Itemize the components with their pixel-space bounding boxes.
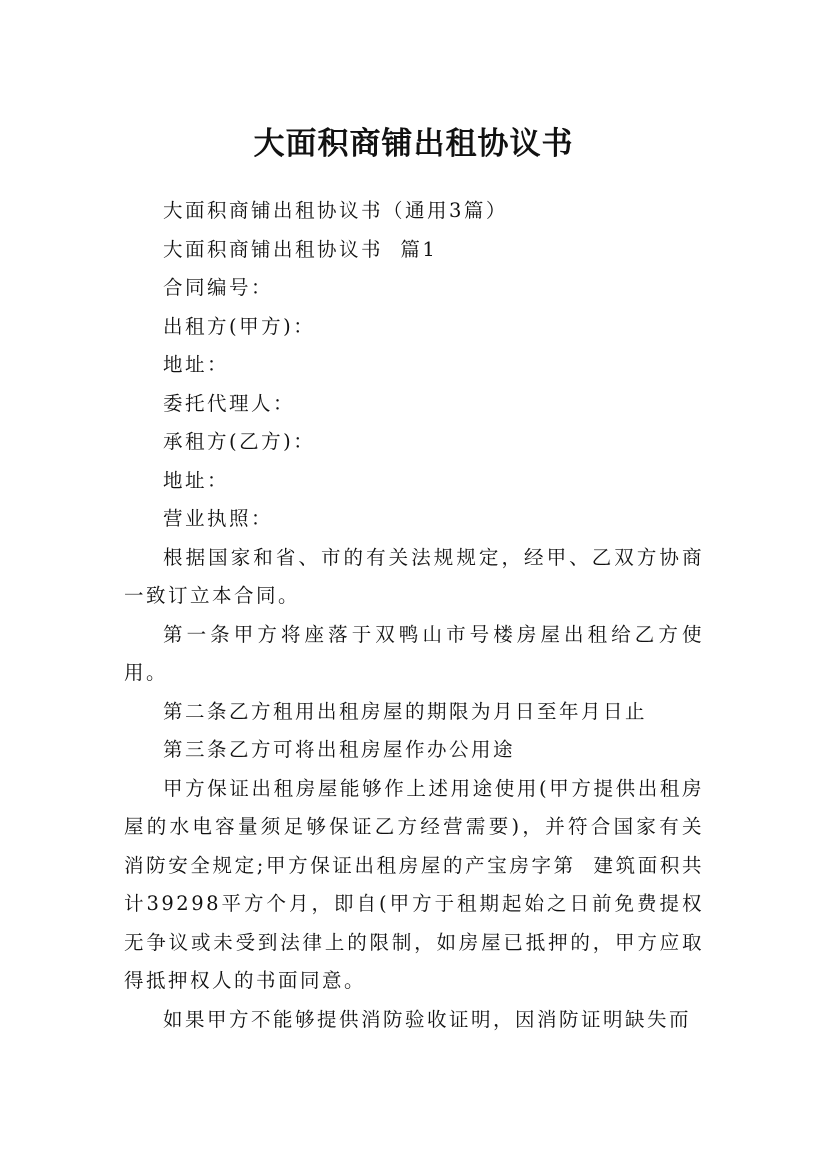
- paragraph-fire-certificate: 如果甲方不能够提供消防验收证明，因消防证明缺失而: [163, 1007, 692, 1031]
- paragraph-contract-number: 合同编号：: [163, 276, 274, 299]
- document-body: [124, 192, 704, 1039]
- paragraph-lessee: 承租方(乙方)：: [163, 430, 316, 453]
- document-title: 大面积商铺出租协议书: [253, 125, 574, 162]
- paragraph-lessor: 出租方(甲方)：: [163, 314, 316, 338]
- paragraph-article-2: 第二条乙方租用出租房屋的期限为月日至年月日止: [163, 699, 648, 723]
- paragraph-business-license: 营业执照：: [163, 507, 274, 530]
- paragraph-section-heading: 大面积商铺出租协议书 篇1: [163, 237, 438, 261]
- paragraph-lessee-address: 地址：: [163, 468, 230, 492]
- paragraph-article-3: 第三条乙方可将出租房屋作办公用途: [163, 738, 516, 761]
- paragraph-preamble: 根据国家和省、市的有关法规规定，经甲、乙双方协商一致订立本合同。: [124, 545, 704, 607]
- paragraph-lessor-guarantee: 甲方保证出租房屋能够作上述用途使用(甲方提供出租房屋的水电容量须足够保证乙方经营需要)，并符合国家有关消防安全规定;甲方保证出租房屋的产宝房字第 建筑面积共计39298平方个月，即自(甲方于租期起始之日前免费提权无争议或未受到法律上的限制，如房屋已抵押的，甲方应取得抵押权人的书面同意。: [124, 776, 704, 992]
- paragraph-subtitle: 大面积商铺出租协议书（通用3篇）: [163, 199, 508, 222]
- paragraph-agent: 委托代理人：: [163, 391, 296, 415]
- paragraph-lessor-address: 地址：: [163, 353, 230, 376]
- paragraph-article-1: 第一条甲方将座落于双鸭山市号楼房屋出租给乙方使用。: [124, 622, 704, 684]
